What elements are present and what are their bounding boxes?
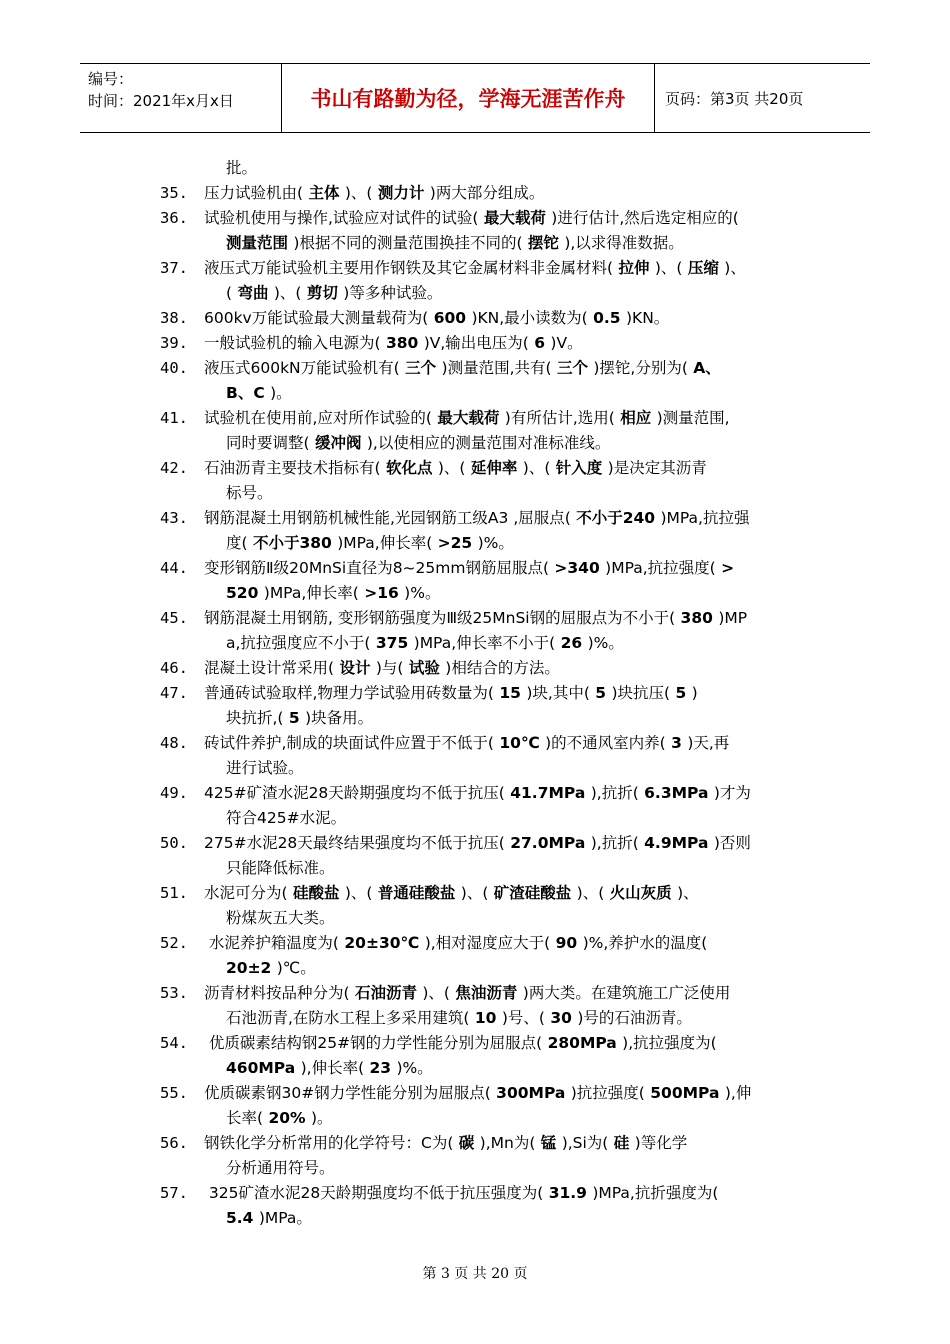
- question-text: 钢铁化学分析常用的化学符号：C为(: [204, 1134, 454, 1152]
- question-text: )V,输出电压为(: [423, 334, 529, 352]
- question-text: )、(: [437, 459, 466, 477]
- question-text: )%,养护水的温度(: [582, 934, 708, 952]
- answer-text: 普通硅酸盐: [372, 884, 461, 902]
- question-number: 45.: [160, 609, 188, 627]
- question-text: 块抗折,(: [226, 709, 284, 727]
- answer-text: 最大载荷: [431, 409, 505, 427]
- answer-text: 460MPa: [226, 1059, 301, 1077]
- question-item: [160, 556, 850, 606]
- answer-text: 600: [428, 309, 472, 327]
- question-text: ),Mn为(: [479, 1134, 536, 1152]
- question-text: )、(: [654, 259, 683, 277]
- answer-text: 三个: [399, 359, 442, 377]
- question-text: ),抗折(: [590, 784, 639, 802]
- question-line-continued: [160, 906, 850, 931]
- answer-text: >16: [358, 584, 405, 602]
- answer-text: 碳: [453, 1134, 480, 1152]
- question-text: 石油沥青主要技术指标有(: [204, 459, 381, 477]
- question-line-continued: [160, 231, 850, 256]
- question-text: )%。: [404, 584, 441, 602]
- answer-text: 试验: [403, 659, 446, 677]
- question-text: 优质碳素结构钢25#钢的力学性能分别为屈服点(: [204, 1034, 543, 1052]
- question-item: [160, 1031, 850, 1081]
- question-number: 57.: [160, 1184, 188, 1202]
- answer-text: 380: [675, 609, 719, 627]
- answer-text: 27.0MPa: [504, 834, 591, 852]
- answer-text: 0.5: [587, 309, 626, 327]
- question-number: 47.: [160, 684, 188, 702]
- answer-text: 缓冲阀: [309, 434, 367, 452]
- question-line: [160, 931, 850, 956]
- question-text: ),伸长率(: [300, 1059, 365, 1077]
- question-number: 50.: [160, 834, 188, 852]
- question-text: )天,再: [687, 734, 730, 752]
- continuation-text: 批。: [226, 159, 258, 177]
- question-item: [160, 306, 850, 331]
- question-line-continued: [160, 756, 850, 781]
- question-text: ): [691, 684, 698, 702]
- question-item: [160, 831, 850, 881]
- question-text: 试验机使用与操作,试验应对试件的试验(: [204, 209, 479, 227]
- question-text: )号的石油沥青。: [577, 1009, 692, 1027]
- question-text: ),抗拉强度为(: [622, 1034, 717, 1052]
- question-text: )MPa,伸长率不小于(: [413, 634, 556, 652]
- question-number: 40.: [160, 359, 188, 377]
- question-text: 同时要调整(: [226, 434, 310, 452]
- question-line-continued: [160, 481, 850, 506]
- answer-text: 5: [283, 709, 306, 727]
- answer-text: 5: [670, 684, 692, 702]
- question-text: 275#水泥28天最终结果强度均不低于抗压(: [204, 834, 505, 852]
- question-text: 425#矿渣水泥28天龄期强度均不低于抗压(: [204, 784, 505, 802]
- answer-text: 矿渣硅酸盐: [488, 884, 577, 902]
- question-item: [160, 1131, 850, 1181]
- question-line: [160, 1081, 850, 1106]
- question-line: [160, 1131, 850, 1156]
- answer-text: 锰: [535, 1134, 562, 1152]
- answer-text: 20%: [263, 1109, 311, 1127]
- question-text: (: [226, 284, 233, 302]
- question-line: [160, 206, 850, 231]
- question-line: [160, 1031, 850, 1056]
- question-item: [160, 606, 850, 656]
- answer-text: 设计: [334, 659, 376, 677]
- answer-text: 10: [469, 1009, 502, 1027]
- question-line-continued: [160, 431, 850, 456]
- question-line: [160, 781, 850, 806]
- question-item: [160, 181, 850, 206]
- question-line: [160, 306, 850, 331]
- question-item: [160, 256, 850, 306]
- question-item: [160, 331, 850, 356]
- question-line-continued: [160, 1006, 850, 1031]
- question-number: 53.: [160, 984, 188, 1002]
- question-item: [160, 781, 850, 831]
- question-text: 长率(: [226, 1109, 264, 1127]
- question-text: )、(: [344, 184, 373, 202]
- question-line: [160, 181, 850, 206]
- answer-text: >340: [549, 559, 606, 577]
- question-text: 分析通用符号。: [226, 1159, 335, 1177]
- question-number: 48.: [160, 734, 188, 752]
- question-line-continued: [160, 281, 850, 306]
- question-text: 砖试件养护,制成的块面试件应置于不低于(: [204, 734, 494, 752]
- question-text: )否则: [713, 834, 751, 852]
- answer-text: 375: [370, 634, 414, 652]
- question-text: )KN。: [626, 309, 670, 327]
- question-text: 优质碳素钢30#钢力学性能分别为屈服点(: [204, 1084, 491, 1102]
- time-label: 时间：2021年x月x日: [88, 92, 234, 110]
- question-item: [160, 681, 850, 731]
- question-text: 325矿渣水泥28天龄期强度均不低于抗压强度为(: [204, 1184, 544, 1202]
- question-text: )V。: [550, 334, 583, 352]
- question-line-continued: [160, 381, 850, 406]
- question-text: 液压式万能试验机主要用作钢铁及其它金属材料非金属材料(: [204, 259, 614, 277]
- question-text: )%。: [396, 1059, 433, 1077]
- answer-text: 压缩: [682, 259, 725, 277]
- question-text: )%。: [477, 534, 514, 552]
- question-line: [160, 556, 850, 581]
- answer-text: 23: [364, 1059, 397, 1077]
- question-text: ),伸: [724, 1084, 752, 1102]
- question-number: 55.: [160, 1084, 188, 1102]
- question-text: )号、(: [501, 1009, 545, 1027]
- question-text: 沥青材料按品种分为(: [204, 984, 350, 1002]
- answer-text: 280MPa: [542, 1034, 623, 1052]
- question-item: [160, 506, 850, 556]
- answer-text: 延伸率: [465, 459, 523, 477]
- question-text: )、(: [576, 884, 605, 902]
- question-text: )、: [724, 259, 746, 277]
- question-text: )℃。: [276, 959, 316, 977]
- header-page-info: 页码：第3页 共20页: [665, 89, 804, 108]
- question-line-continued: [160, 631, 850, 656]
- answer-text: 30: [544, 1009, 578, 1027]
- question-item: [160, 981, 850, 1031]
- question-number: 36.: [160, 209, 188, 227]
- question-line: [160, 656, 850, 681]
- question-number: 35.: [160, 184, 188, 202]
- question-item: [160, 881, 850, 931]
- question-text: )块抗压(: [611, 684, 671, 702]
- answer-text: 90: [550, 934, 583, 952]
- question-number: 37.: [160, 259, 188, 277]
- question-text: )测量范围,共有(: [441, 359, 552, 377]
- question-number: 49.: [160, 784, 188, 802]
- answer-text: 20±2: [226, 959, 277, 977]
- question-line: [160, 681, 850, 706]
- question-text: ),以求得准数据。: [564, 234, 684, 252]
- question-text: )MPa,抗拉强: [660, 509, 750, 527]
- question-number: 46.: [160, 659, 188, 677]
- question-number: 39.: [160, 334, 188, 352]
- question-text: )%。: [587, 634, 624, 652]
- question-text: )根据不同的测量范围换挂不同的(: [293, 234, 523, 252]
- question-line: [160, 406, 850, 431]
- question-text: 符合425#水泥。: [226, 809, 347, 827]
- question-line-continued: [160, 1106, 850, 1131]
- answer-text: 三个: [551, 359, 594, 377]
- answer-text: 针入度: [550, 459, 608, 477]
- question-text: 只能降低标准。: [226, 859, 335, 877]
- header-motto: 书山有路勤为径，学海无涯苦作舟: [282, 64, 655, 132]
- number-label: 编号：: [88, 70, 134, 88]
- answer-text: 5.4: [226, 1209, 259, 1227]
- question-text: )相结合的方法。: [445, 659, 560, 677]
- question-number: 44.: [160, 559, 188, 577]
- question-text: )与(: [375, 659, 404, 677]
- question-text: )、(: [422, 984, 450, 1002]
- question-line: [160, 506, 850, 531]
- question-text: )的不通风室内养(: [545, 734, 666, 752]
- question-text: )MPa,伸长率(: [337, 534, 433, 552]
- question-line: [160, 331, 850, 356]
- question-text: )MP: [718, 609, 748, 627]
- answer-text: 10℃: [493, 734, 546, 752]
- question-text: )抗拉强度(: [570, 1084, 645, 1102]
- question-text: )、(: [460, 884, 489, 902]
- question-item: [160, 1081, 850, 1131]
- question-line: [160, 831, 850, 856]
- question-line-continued: [160, 856, 850, 881]
- question-text: 试验机在使用前,应对所作试验的(: [204, 409, 432, 427]
- question-text: 水泥养护箱温度为(: [204, 934, 339, 952]
- question-text: )、: [677, 884, 699, 902]
- question-text: )两大部分组成。: [429, 184, 545, 202]
- question-number: 56.: [160, 1134, 188, 1152]
- answer-text: 不小于240: [570, 509, 661, 527]
- question-text: )MPa,抗折强度为(: [592, 1184, 719, 1202]
- answer-text: 测量范围: [226, 234, 294, 252]
- question-line: [160, 256, 850, 281]
- question-text: )KN,最小读数为(: [471, 309, 588, 327]
- answer-text: 软化点: [380, 459, 438, 477]
- answer-text: 380: [380, 334, 424, 352]
- question-text: )是决定其沥青: [607, 459, 707, 477]
- answer-text: 焦油沥青: [449, 984, 523, 1002]
- question-text: 钢筋混凝土用钢筋, 变形钢筋强度为Ⅲ级25MnSi钢的屈服点为不小于(: [204, 609, 676, 627]
- question-text: )MPa,抗拉强度(: [605, 559, 716, 577]
- question-text: 压力试验机由(: [204, 184, 304, 202]
- answer-text: 摆铊: [522, 234, 565, 252]
- answer-text: 最大载荷: [478, 209, 552, 227]
- question-line: [160, 981, 850, 1006]
- question-line: [160, 356, 850, 381]
- question-text: )两大类。在建筑施工广泛使用: [522, 984, 731, 1002]
- question-line: [160, 731, 850, 756]
- answer-text: >25: [432, 534, 478, 552]
- question-item: [160, 456, 850, 506]
- question-text: 变形钢筋Ⅱ级20MnSi直径为8~25mm钢筋屈服点(: [204, 559, 550, 577]
- question-text: )MPa。: [258, 1209, 312, 1227]
- question-text: )块备用。: [305, 709, 374, 727]
- question-text: 标号。: [226, 484, 273, 502]
- answer-text: A、: [687, 359, 721, 377]
- question-line: [160, 1181, 850, 1206]
- answer-text: >: [715, 559, 735, 577]
- question-number: 52.: [160, 934, 188, 952]
- answer-text: 520: [226, 584, 264, 602]
- answer-text: 300MPa: [490, 1084, 571, 1102]
- question-text: )。: [270, 384, 292, 402]
- question-text: )、(: [273, 284, 302, 302]
- question-line: [160, 606, 850, 631]
- question-text: )摆铊,分别为(: [593, 359, 688, 377]
- question-text: )测量范围,: [656, 409, 730, 427]
- answer-text: 不小于380: [247, 534, 338, 552]
- question-line: [160, 456, 850, 481]
- question-line-continued: [160, 1206, 850, 1231]
- question-line-continued: [160, 706, 850, 731]
- answer-text: 拉伸: [613, 259, 655, 277]
- question-text: 度(: [226, 534, 248, 552]
- question-text: ),Si为(: [561, 1134, 609, 1152]
- question-text: )等化学: [634, 1134, 688, 1152]
- header-meta: [80, 64, 282, 132]
- page-header: [80, 63, 870, 133]
- question-text: 一般试验机的输入电源为(: [204, 334, 381, 352]
- answer-text: 石油沥青: [349, 984, 423, 1002]
- question-text: ),抗折(: [590, 834, 639, 852]
- question-item: [160, 206, 850, 256]
- question-text: 600kv万能试验最大测量载荷为(: [204, 309, 429, 327]
- answer-text: 硅酸盐: [287, 884, 345, 902]
- question-text: )MPa,伸长率(: [263, 584, 359, 602]
- answer-text: 6.3MPa: [638, 784, 714, 802]
- question-item: [160, 731, 850, 781]
- question-item: [160, 356, 850, 406]
- question-text: )块,其中(: [526, 684, 590, 702]
- page-footer: 第 3 页 共 20 页: [422, 1266, 528, 1282]
- question-text: )、(: [344, 884, 373, 902]
- question-text: )才为: [713, 784, 751, 802]
- question-text: 钢筋混凝土用钢筋机械性能,光园钢筋工级A3 ,屈服点(: [204, 509, 571, 527]
- question-text: )等多种试验。: [343, 284, 443, 302]
- question-text: )、(: [522, 459, 551, 477]
- question-item: [160, 656, 850, 681]
- question-text: 进行试验。: [226, 759, 304, 777]
- question-text: ),相对湿度应大于(: [424, 934, 551, 952]
- answer-text: 20±30℃: [338, 934, 425, 952]
- question-line-continued: [160, 531, 850, 556]
- answer-text: 测力计: [372, 184, 430, 202]
- answer-text: 26: [555, 634, 588, 652]
- question-item: [160, 1181, 850, 1231]
- answer-text: 500MPa: [644, 1084, 725, 1102]
- answer-text: 4.9MPa: [638, 834, 714, 852]
- question-text: 石池沥青,在防水工程上多采用建筑(: [226, 1009, 470, 1027]
- question-number: 51.: [160, 884, 188, 902]
- question-line-continued: [160, 581, 850, 606]
- question-line-continued: [160, 806, 850, 831]
- question-text: )有所估计,选用(: [504, 409, 615, 427]
- answer-text: 弯曲: [232, 284, 274, 302]
- question-text: ),以使相应的测量范围对准标准线。: [366, 434, 611, 452]
- question-text: 普通砖试验取样,物理力学试验用砖数量为(: [204, 684, 494, 702]
- question-number: 54.: [160, 1034, 188, 1052]
- answer-text: 15: [493, 684, 527, 702]
- answer-text: 5: [589, 684, 612, 702]
- answer-text: B、C: [226, 384, 271, 402]
- answer-text: 6: [528, 334, 551, 352]
- question-text: 粉煤灰五大类。: [226, 909, 335, 927]
- question-text: )。: [310, 1109, 333, 1127]
- answer-text: 41.7MPa: [504, 784, 591, 802]
- question-line: [160, 881, 850, 906]
- question-text: 混凝土设计常采用(: [204, 659, 335, 677]
- question-text: 水泥可分为(: [204, 884, 288, 902]
- question-text: 液压式600kN万能试验机有(: [204, 359, 400, 377]
- question-text: )进行估计,然后选定相应的(: [551, 209, 739, 227]
- answer-text: 3: [665, 734, 688, 752]
- question-number: 43.: [160, 509, 188, 527]
- question-text: a,抗拉强度应不小于(: [226, 634, 371, 652]
- answer-text: 硅: [608, 1134, 635, 1152]
- question-line-continued: [160, 1156, 850, 1181]
- question-number: 42.: [160, 459, 188, 477]
- question-item: [160, 406, 850, 456]
- question-number: 41.: [160, 409, 188, 427]
- answer-text: 相应: [614, 409, 657, 427]
- question-line-continued: [160, 1056, 850, 1081]
- question-list: [160, 156, 850, 1231]
- answer-text: 主体: [303, 184, 345, 202]
- question-line-continued: [160, 956, 850, 981]
- question-item: [160, 931, 850, 981]
- answer-text: 31.9: [543, 1184, 593, 1202]
- answer-text: 火山灰质: [604, 884, 678, 902]
- question-number: 38.: [160, 309, 188, 327]
- answer-text: 剪切: [301, 284, 344, 302]
